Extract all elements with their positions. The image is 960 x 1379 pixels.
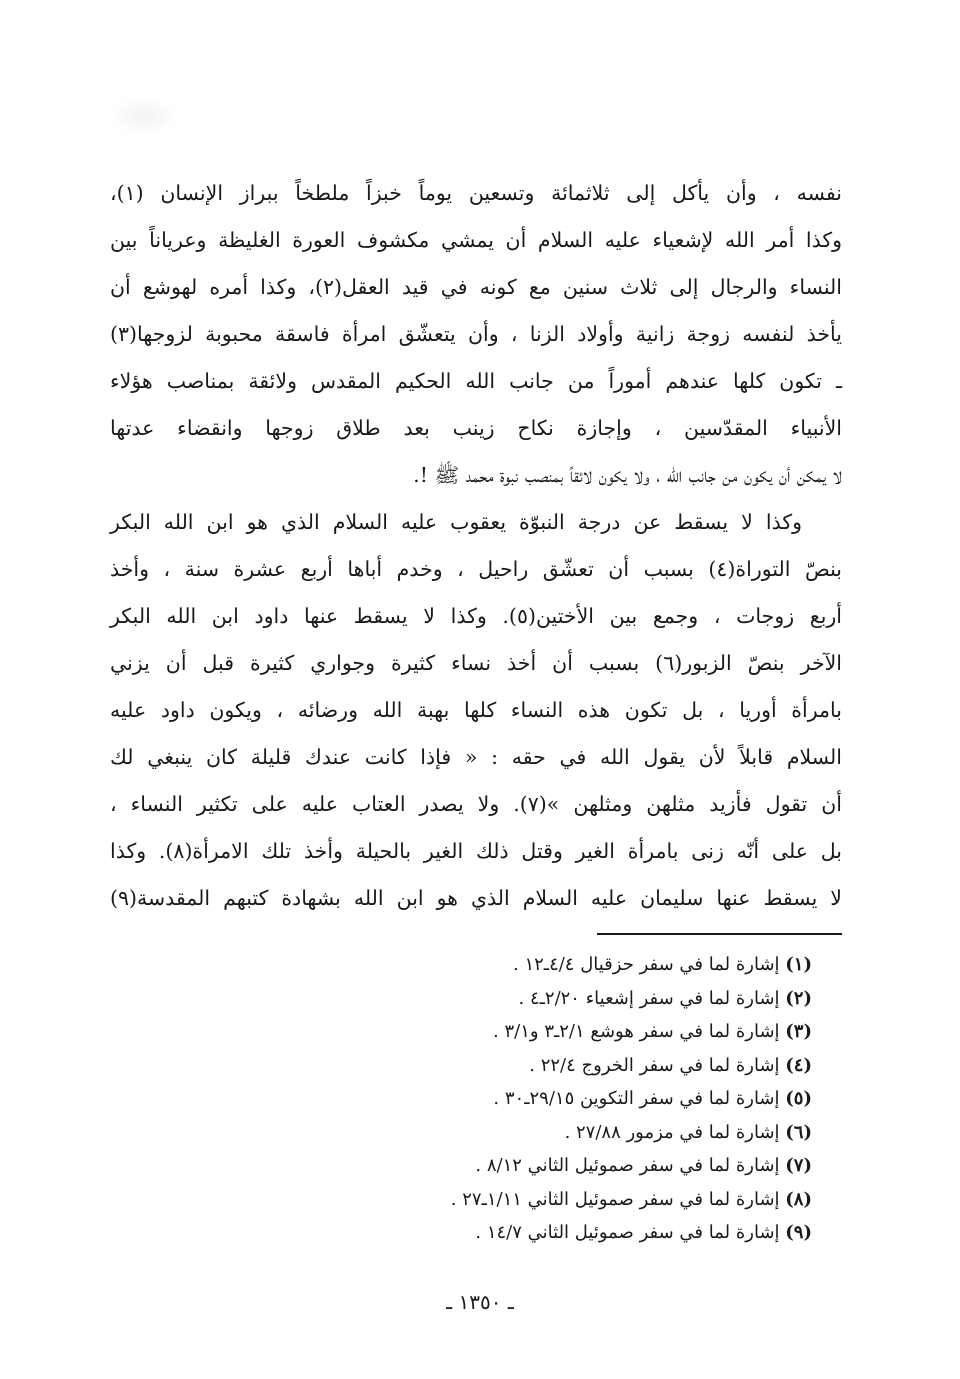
footnote-number: (٦) bbox=[785, 1121, 812, 1143]
footnote-text: إشارة لما في سفر صموئيل الثاني ١٤/٧ . bbox=[475, 1222, 780, 1243]
footnote-number: (٢) bbox=[785, 987, 812, 1009]
footnote-number: (٧) bbox=[785, 1155, 812, 1176]
text-line: أربع زوجات ، وجمع بين الأختين(٥). وكذا لا يسقط عنها داود ابن الله البكر bbox=[110, 604, 842, 628]
footnote-text: إشارة لما في سفر الخروج ٢٢/٤ . bbox=[529, 1054, 780, 1076]
text-line: بل على أنّه زنى بامرأة الغير وقتل ذلك الغير بالحيلة وأخذ تلك الامرأة(٨). وكذا bbox=[110, 839, 842, 863]
footnote-text: إشارة لما في سفر التكوين ٢٩/١٥ـ٣٠ . bbox=[493, 1088, 780, 1109]
footnote bbox=[252, 948, 812, 982]
footnote bbox=[252, 1015, 812, 1049]
footnote bbox=[252, 1183, 812, 1217]
text-line: لا يمكن أن يكون من جانب الله ، ولا يكون لائقاً بمنصب نبوة محمد ﷺ !. bbox=[413, 463, 842, 487]
footnote-text: إشارة لما في سفر صموئيل الثاني ١/١١ـ٢٧ . bbox=[450, 1188, 780, 1210]
text-line: بنصّ التوراة(٤) بسبب أن تعشّق راحيل ، وخدم أباها أربع عشرة سنة ، وأخذ bbox=[110, 557, 843, 581]
text-line: السلام قابلاً لأن يقول الله في حقه : « فإذا كانت عندك قليلة كان ينبغي لك bbox=[110, 745, 842, 769]
footnote-number: (٣) bbox=[785, 1021, 812, 1042]
text-line: نفسه ، وأن يأكل إلى ثلاثمائة وتسعين يوماً خبزاً ملطخاً ببراز الإنسان (١)، bbox=[110, 181, 842, 205]
text-line: الأنبياء المقدّسين ، وإجازة نكاح زينب بعد طلاق زوجها وانقضاء عدتها bbox=[110, 416, 842, 440]
page-number: ـ ١٣٥٠ ـ bbox=[446, 1290, 514, 1314]
text-line: وكذا لا يسقط عن درجة النبوّة يعقوب عليه السلام الذي هو ابن الله البكر bbox=[110, 510, 802, 534]
footnotes bbox=[252, 948, 812, 1250]
text-line: يأخذ لنفسه زوجة زانية وأولاد الزنا ، وأن يتعشّق امرأة فاسقة محبوبة لزوجها(٣) bbox=[110, 322, 842, 346]
footnote bbox=[252, 1049, 812, 1083]
footnote-number: (٨) bbox=[785, 1188, 812, 1210]
footnote-number: (٩) bbox=[785, 1222, 812, 1243]
text-line: الآخر بنصّ الزبور(٦) بسبب أن أخذ نساء كثيرة وجواري كثيرة قبل أن يزني bbox=[110, 651, 843, 675]
footnote bbox=[252, 1149, 812, 1183]
text-line: لا يسقط عنها سليمان عليه السلام الذي هو ابن الله بشهادة كتبهم المقدسة(٩) bbox=[110, 886, 842, 910]
footnote-text: إشارة لما في سفر صموئيل الثاني ٨/١٢ . bbox=[475, 1155, 780, 1176]
text-line: وكذا أمر الله لإشعياء عليه السلام أن يمشي مكشوف العورة الغليظة وعرياناً بين bbox=[110, 228, 842, 252]
text-line: أن تقول فأزيد مثلهن ومثلهن »(٧). ولا يصدر العتاب عليه على تكثير النساء ، bbox=[110, 792, 842, 816]
text-line: ـ تكون كلها عندهم أموراً من جانب الله الحكيم المقدس ولائقة بمناصب هؤلاء bbox=[110, 369, 842, 393]
footnote bbox=[252, 982, 812, 1016]
footnote-divider bbox=[597, 933, 842, 935]
footnote-number: (٥) bbox=[785, 1088, 812, 1109]
scan-smudge bbox=[108, 96, 178, 136]
footnote bbox=[252, 1082, 812, 1116]
footnote-text: إشارة لما في مزمور ٢٧/٨٨ . bbox=[564, 1121, 780, 1143]
footnote bbox=[252, 1216, 812, 1250]
text-line: بامرأة أوريا ، بل تكون هذه النساء كلها بهبة الله ورضائه ، ويكون داود عليه bbox=[110, 698, 842, 722]
footnote-text: إشارة لما في سفر هوشع ٢/١ـ٣ و٣/١ . bbox=[493, 1021, 780, 1042]
footnote-number: (١) bbox=[785, 954, 812, 975]
footnote-number: (٤) bbox=[785, 1054, 812, 1076]
text-line: النساء والرجال إلى ثلاث سنين مع كونه في قيد العقل(٢)، وكذا أمره لهوشع أن bbox=[110, 275, 842, 299]
footnote-text: إشارة لما في سفر إشعياء ٢/٢٠ـ٤ . bbox=[518, 987, 780, 1009]
footnote bbox=[252, 1116, 812, 1150]
footnote-text: إشارة لما في سفر حزقيال ٤/٤ـ١٢ . bbox=[512, 954, 780, 975]
main-text bbox=[110, 170, 842, 922]
